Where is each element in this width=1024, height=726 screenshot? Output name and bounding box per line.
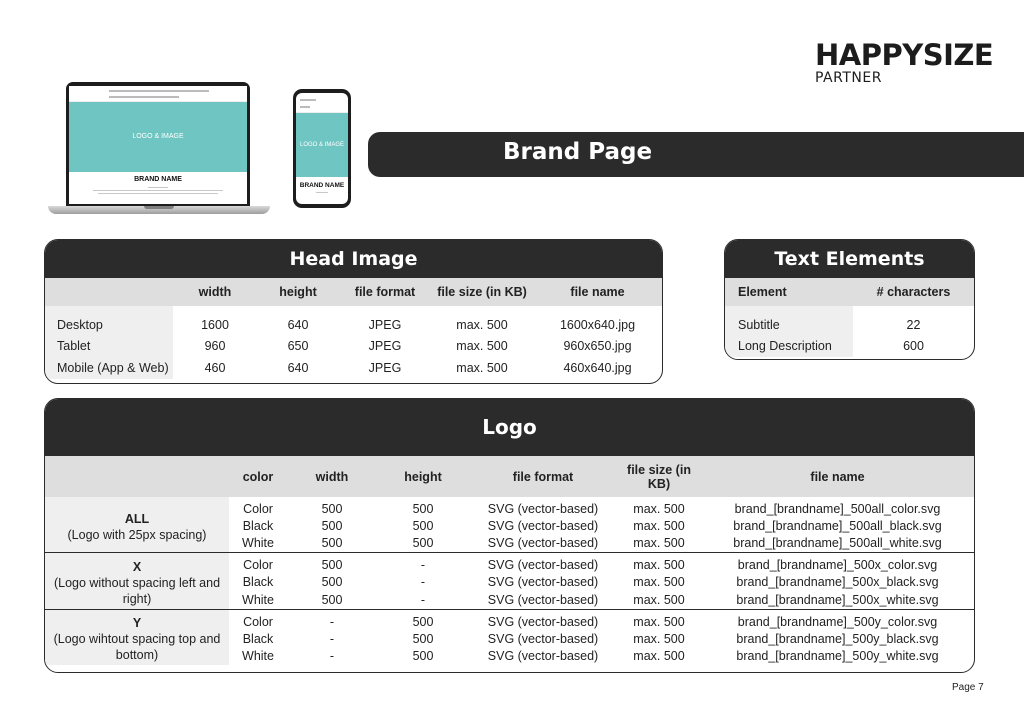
group-name: Y	[132, 616, 142, 631]
cell: SVG (vector-based)	[487, 502, 599, 516]
cell: 500	[321, 592, 343, 607]
cell: brand_[brandname]_500all_color.svg	[734, 502, 941, 516]
cell: max. 500	[633, 592, 685, 607]
cell: SVG (vector-based)	[487, 519, 599, 534]
cell: SVG (vector-based)	[487, 575, 599, 590]
group-name: ALL	[124, 511, 150, 526]
cell: SVG (vector-based)	[487, 592, 599, 607]
mockup-phone-hero: LOGO & IMAGE	[296, 113, 348, 177]
row-label: Tablet	[45, 336, 173, 358]
head-image-title: Head Image	[45, 240, 662, 278]
column-header: file size (in KB)	[617, 456, 701, 497]
row-label: Mobile (App & Web)	[45, 357, 173, 379]
cell: 500	[412, 649, 434, 664]
brand-name: HAPPYSIZE	[815, 38, 994, 72]
cell: max. 500	[633, 519, 685, 534]
cell: 1600x640.jpg	[559, 317, 636, 332]
cell: brand_[brandname]_500x_color.svg	[701, 553, 974, 575]
cell: 1600	[201, 317, 229, 332]
row-label: Subtitle	[725, 306, 853, 336]
text-elements-card	[724, 239, 975, 360]
cell: brand_[brandname]_500all_white.svg	[733, 536, 942, 551]
table-row	[725, 306, 974, 336]
column-header: file size (in KB)	[431, 278, 533, 306]
cell: 500	[377, 609, 469, 631]
cell: -	[329, 649, 335, 664]
table-row	[45, 336, 662, 358]
text-elements-table	[725, 278, 974, 357]
column-header	[45, 278, 173, 306]
column-header: color	[229, 456, 287, 497]
brand-subtitle: PARTNER	[815, 70, 882, 86]
row-label: Long Description	[725, 336, 853, 358]
table-row	[45, 553, 974, 575]
cell: max. 500	[456, 317, 508, 332]
cell: max. 500	[456, 339, 508, 354]
laptop-mockup	[48, 82, 270, 218]
column-header: height	[257, 278, 339, 306]
group-label-y	[45, 609, 229, 665]
mockup-nav	[69, 86, 247, 102]
mockup-hero: LOGO & IMAGE	[69, 102, 247, 172]
cell: brand_[brandname]_500x_white.svg	[736, 592, 939, 607]
cell: 960x650.jpg	[563, 339, 632, 354]
column-header: file format	[469, 456, 617, 497]
happysize-logo	[815, 40, 993, 86]
cell: Color	[229, 553, 287, 575]
column-header: width	[173, 278, 257, 306]
logo-card	[44, 398, 975, 673]
cell: brand_[brandname]_500y_color.svg	[701, 609, 974, 631]
group-label-x	[45, 553, 229, 609]
laptop-screen	[66, 82, 250, 206]
cell: -	[420, 575, 426, 590]
column-header	[45, 456, 229, 497]
page-number: Page 7	[952, 682, 984, 693]
cell: 500	[321, 519, 343, 534]
cell: max. 500	[633, 502, 685, 516]
cell: max. 500	[633, 631, 685, 646]
cell: max. 500	[617, 609, 701, 631]
page-title: Brand Page	[503, 139, 653, 165]
cell: 960	[204, 339, 226, 354]
group-desc: (Logo without spacing left and right)	[53, 575, 221, 606]
row-label: Desktop	[45, 306, 173, 336]
cell: Black	[242, 575, 274, 590]
group-name: X	[132, 559, 142, 574]
cell: 500	[321, 575, 343, 590]
column-header: file format	[339, 278, 431, 306]
cell: brand_[brandname]_500y_black.svg	[736, 631, 939, 646]
cell: 500	[321, 536, 343, 551]
cell: 460x640.jpg	[563, 360, 632, 375]
table-row	[45, 306, 662, 336]
cell: 500	[287, 553, 377, 575]
cell: max. 500	[617, 553, 701, 575]
cell: SVG (vector-based)	[487, 631, 599, 646]
cell: 640	[287, 317, 309, 332]
cell: SVG (vector-based)	[487, 536, 599, 551]
column-header: file name	[533, 278, 662, 306]
cell: -	[329, 631, 335, 646]
cell: SVG (vector-based)	[469, 609, 617, 631]
column-header: Element	[725, 278, 853, 306]
cell: brand_[brandname]_500y_white.svg	[736, 649, 939, 664]
cell: max. 500	[456, 360, 508, 375]
cell: 500	[412, 536, 434, 551]
cell: Black	[242, 519, 274, 534]
table-row	[45, 497, 974, 518]
cell: max. 500	[633, 536, 685, 551]
head-image-card	[44, 239, 663, 384]
cell: 500	[412, 519, 434, 534]
text-elements-title: Text Elements	[725, 240, 974, 278]
cell: -	[377, 553, 469, 575]
logo-table	[45, 456, 974, 665]
column-header: # characters	[853, 278, 974, 306]
cell: 640	[287, 360, 309, 375]
group-desc: (Logo with 25px spacing)	[67, 527, 207, 542]
page-banner	[368, 132, 1024, 177]
table-row	[725, 336, 974, 358]
cell: White	[242, 649, 274, 664]
cell: Black	[242, 631, 274, 646]
cell: SVG (vector-based)	[469, 553, 617, 575]
cell: JPEG	[368, 339, 402, 354]
group-desc: (Logo wihtout spacing top and bottom)	[53, 632, 221, 663]
mockup-phone-nav	[296, 93, 348, 113]
cell: Color	[243, 502, 273, 516]
cell: 500	[321, 502, 343, 516]
cell: brand_[brandname]_500all_black.svg	[733, 519, 942, 534]
logo-title: Logo	[45, 399, 974, 456]
column-header: height	[377, 456, 469, 497]
cell: 500	[412, 502, 434, 516]
cell: 22	[906, 317, 921, 332]
cell: SVG (vector-based)	[487, 649, 599, 664]
cell: -	[287, 609, 377, 631]
cell: Color	[229, 609, 287, 631]
table-row	[45, 357, 662, 379]
table-row	[45, 609, 974, 631]
mockup-brand-name: BRAND NAME	[134, 176, 182, 183]
cell: 650	[287, 339, 309, 354]
cell: JPEG	[368, 317, 402, 332]
group-label-all	[45, 497, 229, 553]
laptop-screen-content	[69, 86, 247, 204]
cell: max. 500	[633, 575, 685, 590]
mockup-phone-brand-name: BRAND NAME	[299, 182, 345, 189]
cell: 460	[204, 360, 226, 375]
cell: White	[242, 592, 274, 607]
cell: -	[420, 592, 426, 607]
cell: 600	[903, 339, 924, 354]
column-header: file name	[701, 456, 974, 497]
cell: White	[242, 536, 274, 551]
phone-mockup	[293, 89, 351, 208]
column-header: width	[287, 456, 377, 497]
cell: brand_[brandname]_500x_black.svg	[736, 575, 939, 590]
head-image-table	[45, 278, 662, 379]
phone-screen-content	[296, 93, 348, 204]
cell: max. 500	[633, 649, 685, 664]
cell: 500	[412, 631, 434, 646]
cell: JPEG	[368, 360, 402, 375]
